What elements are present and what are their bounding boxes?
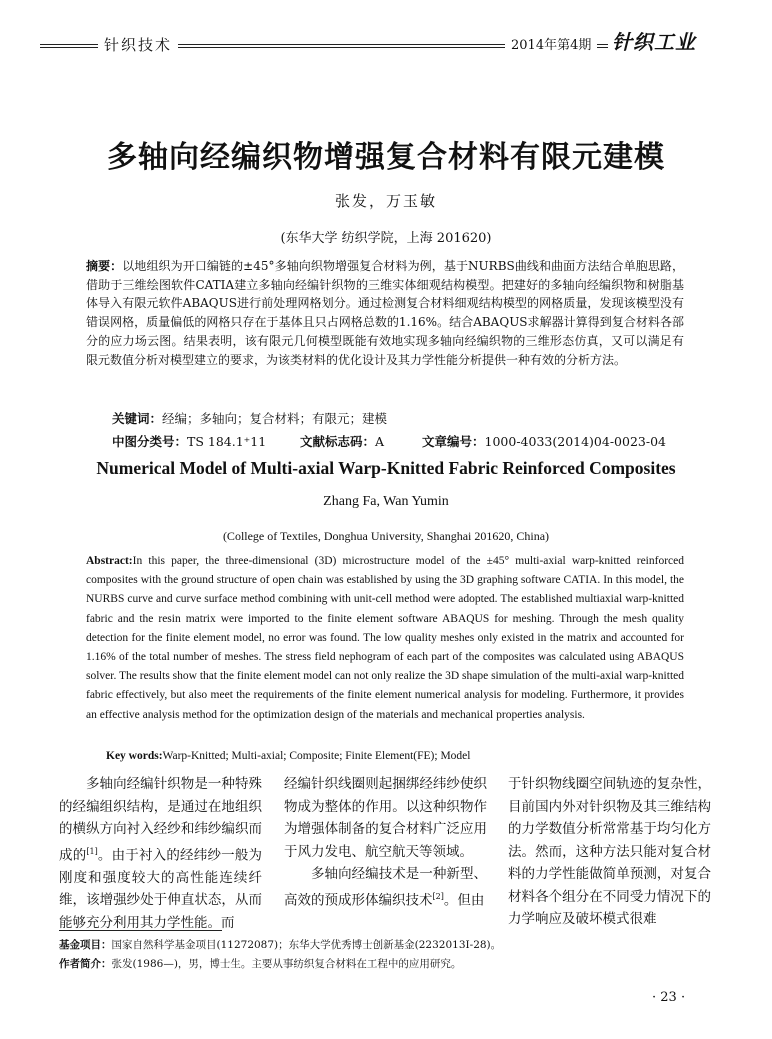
doc-label: 文献标志码： — [300, 434, 376, 449]
body-text: 。但由 — [443, 892, 485, 908]
journal-logo: 针织工业 — [608, 26, 696, 55]
keywords-cn — [112, 409, 387, 427]
article-number — [422, 432, 666, 450]
section-label: 针织技术 — [98, 34, 178, 55]
keywords-en — [106, 750, 470, 762]
abstract-cn-label: 摘要： — [86, 259, 123, 273]
keywords-en-text: Warp-Knitted; Multi-axial; Composite; Finite Element(FE); Model — [162, 750, 471, 762]
abstract-cn-text: 以地组织为开口编链的±45°多轴向织物增强复合材料为例，基于NURBS曲线和曲面方法结合单胞思路，借助于三维绘图软件CATIA建立多轴向经编针织物的三维实体细观结构模型。把建好的多轴向经编织物和树脂基体导入有限元软件ABAQUS进行前处理网格划分。通过检测复合材料细观结构模型的网格质量，发现该模型没有错误网格，质量偏低的网格只存在于基体且只占网格总数的1.16%。结合ABAQUS求解器计算得到复合材料各部分的应力场云图。结果表明，该有限元几何模型既能有效地实现多轴向经编织物的三维形态仿真，又可以满足有限元数值分析对模型建立的要求，为该类材料的优化设计及其力学性能分析提供一种有效的分析方法。 — [86, 259, 684, 367]
authors-en: Zhang Fa, Wan Yumin — [323, 494, 449, 509]
funding-text: 国家自然科学基金项目(11272087)；东华大学优秀博士创新基金(2232013I-28)。 — [111, 939, 502, 951]
citation-ref[interactable]: [2] — [432, 891, 444, 901]
body-text: 。由于衬入的经纬纱一般为刚度和强度较大的高性能连续纤维，该增强纱处于伸直状态，从而能够充分利用其力学性能。而 — [59, 847, 263, 931]
footnote-author — [59, 956, 461, 971]
abstract-en-text: In this paper, the three-dimensional (3D) microstructure model of the ±45° multi-axial warp-knitted reinforced composites with the ground structure of open chain was established by using the 3D graphing software CATIA. In this model, the NURBS curve and curve surface method combining with unit-cell method were adopted. The established multiaxial warp-knitted fabric and the resin matrix were imported to the finite element software ABAQUS for meshing. Through the mesh quality detection for the finite element model, no error was found. The low quality meshes only existed in the matrix and accounted for 1.16% of the total number of meshes. The stress field nephogram of each part of the composites was calculated using ABAQUS solver. The results show that the finite element model can not only realize the 3D shape simulation of the multi-axial warp-knitted fabric effectively, but also meet the requirements of the finite element numerical analysis for modeling. Furthermore, it provides an effective analysis method for the optimization design of the materials and mechanical properties analysis. — [86, 555, 684, 721]
abstract-en-label: Abstract: — [86, 555, 133, 567]
body-paragraph — [59, 773, 262, 934]
issue-label: 2014年第4期 — [505, 34, 597, 53]
body-column-1 — [59, 773, 262, 934]
funding-label: 基金项目： — [59, 939, 112, 951]
paper-title-en: Numerical Model of Multi-axial Warp-Knitted Fabric Reinforced Composites — [96, 458, 676, 478]
clc-label: 中图分类号： — [112, 434, 188, 449]
affiliation-cn: (东华大学 纺织学院，上海 201620) — [280, 231, 492, 246]
keywords-en-label: Key words: — [106, 750, 163, 762]
author-bio-text: 张发(1986—)，男，博士生。主要从事纺织复合材料在工程中的应用研究。 — [111, 958, 462, 970]
abstract-cn — [86, 257, 684, 369]
keywords-cn-label: 关键词： — [112, 411, 163, 426]
affiliation-en: (College of Textiles, Donghua University, Shanghai 201620, China) — [222, 529, 550, 543]
body-paragraph: 于针织物线圈空间轨迹的复杂性，目前国内外对针织物及其三维结构的力学数值分析常常基于均匀化方法。然而，这种方法只能对复合材料的力学性能做简单预测，对复合材料各个组分在不同受力情况下的力学响应及破坏模式很难 — [508, 776, 711, 927]
body-column-2 — [284, 773, 487, 912]
doc-code — [300, 432, 384, 450]
keywords-cn-text: 经编；多轴向；复合材料；有限元；建模 — [162, 411, 388, 426]
body-paragraph: 经编针织线圈则起捆绑经纬纱使织物成为整体的作用。以这种织物作为增强体制备的复合材料广泛应用于风力发电、航空航天等领域。 — [284, 776, 487, 860]
article-value: 1000-4033(2014)04-0023-04 — [484, 434, 666, 449]
body-text: 多轴向经编针织物是一种特殊的经编组织结构，是通过在地组织的横纵方向衬入经纱和纬纱编织而成的 — [59, 776, 262, 863]
clc-number — [112, 432, 266, 450]
article-label: 文章编号： — [422, 434, 485, 449]
citation-ref[interactable]: [1] — [86, 846, 98, 856]
clc-value: TS 184.1⁺11 — [187, 434, 267, 449]
author-bio-label: 作者简介： — [59, 958, 112, 970]
body-text: 多轴向经编技术是一种新型、高效的预成形体编织技术 — [284, 866, 487, 908]
body-column-3 — [508, 773, 711, 931]
paper-title-cn: 多轴向经编织物增强复合材料有限元建模 — [107, 140, 665, 175]
doc-value: A — [375, 434, 385, 449]
footnote-funding — [59, 937, 501, 952]
page-number: · 23 · — [652, 990, 686, 1005]
authors-cn: 张发，万玉敏 — [334, 192, 437, 210]
abstract-en — [86, 552, 684, 725]
footnote-rule — [59, 930, 222, 931]
body-paragraph — [284, 863, 487, 912]
